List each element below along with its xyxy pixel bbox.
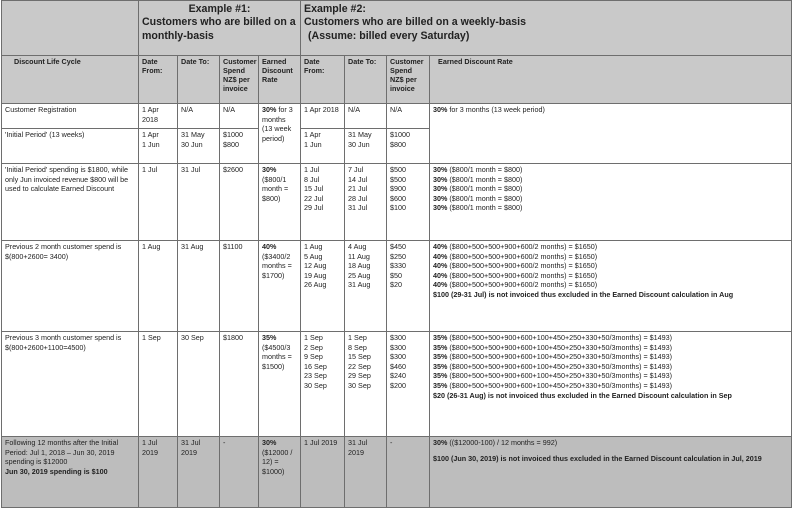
row-prev2	[2, 241, 792, 332]
initial-spend-m-from: 1 Jul	[139, 164, 178, 241]
initial-spend-m-spend: $2600	[220, 164, 259, 241]
registration-w-rate	[430, 104, 792, 164]
prev3-m-from: 1 Sep	[139, 332, 178, 437]
row-following	[2, 437, 792, 508]
registration-m-spend: N/A	[220, 104, 259, 129]
prev2-w-spend: $450 $250 $330 $50 $20	[387, 241, 430, 332]
initial-m-spend: $1000 $800	[220, 129, 259, 164]
following-label-bold: Jun 30, 2019 spending is $100	[5, 466, 108, 476]
registration-w-from: 1 Apr 2018	[301, 104, 345, 129]
initial-m-from: 1 Apr 1 Jun	[139, 129, 178, 164]
initial-spend-m-rate: 30% ($800/1 month = $800)	[259, 164, 301, 241]
initial-m-to: 31 May 30 Jun	[178, 129, 220, 164]
example2-header	[301, 1, 792, 56]
following-m-from: 1 Jul 2019	[139, 437, 178, 508]
registration-label: Customer Registration	[2, 104, 139, 129]
col-earned-rate: Earned Discount Rate	[259, 56, 301, 104]
example2-subtitle: Customers who are billed on a weekly-basis	[304, 16, 526, 29]
prev3-w-rate: 35% ($800+500+500+900+600+100+450+250+330+50/3months) = $1493) 35% ($800+500+500+900+600+100+450+250+330+50/3months) = $1493) 35% ($800+500+500+900+600+100+450+250+330+50/3months) = $1493) 35% ($800+500+500+900+600+100+450+250+330+50/3months) = $1493) 35% ($800+500+500+900+600+100+450+250+330+50/3months) = $1493) 35% ($800+500+500+900+600+100+450+250+330+50/3months) = $1493) $20 (26-31 Aug) is not invoiced thus excluded in the Earned Discount calculation in Sep	[430, 332, 792, 437]
col-w-date-to: Date To:	[345, 56, 387, 104]
prev2-note: $100 (29-31 Jul) is not invoiced thus excluded in the Earned Discount calculation in Aug	[433, 289, 734, 299]
example1-header	[139, 1, 301, 56]
registration-m-rate	[259, 104, 301, 164]
initial-spend-w-to: 7 Jul 14 Jul 21 Jul 28 Jul 31 Jul	[345, 164, 387, 241]
prev2-m-from: 1 Aug	[139, 241, 178, 332]
col-w-date-from: Date From:	[301, 56, 345, 104]
row-registration	[2, 104, 792, 129]
col-spend: Customer Spend NZ$ per invoice	[220, 56, 259, 104]
initial-label: 'Initial Period' (13 weeks)	[2, 129, 139, 164]
prev3-m-spend: $1800	[220, 332, 259, 437]
registration-w-rate-pct: 30%	[433, 105, 448, 114]
following-w-rate: 30% (($12000-100) / 12 months = 992) $100 (Jun 30, 2019) is not invoiced thus excluded in the Earned Discount calculation in Jul, 2019	[430, 437, 792, 508]
prev3-m-to: 30 Sep	[178, 332, 220, 437]
prev2-m-spend: $1100	[220, 241, 259, 332]
col-lifecycle: Discount Life Cycle	[2, 56, 139, 104]
example2-title: Example #2:	[304, 3, 366, 15]
prev2-label: Previous 2 month customer spend is $(800+2600= 3400)	[2, 241, 139, 332]
discount-table	[1, 0, 792, 508]
following-w-spend: -	[387, 437, 430, 508]
initial-spend-w-rate: 30% ($800/1 month = $800) 30% ($800/1 month = $800) 30% ($800/1 month = $800) 30% ($800/1 month = $800) 30% ($800/1 month = $800)	[430, 164, 792, 241]
initial-spend-label: 'Initial Period' spending is $1800, while only Jun invoiced revenue $800 will be used to calculate Earned Discount	[2, 164, 139, 241]
col-date-to: Date To:	[178, 56, 220, 104]
following-w-to: 31 Jul 2019	[345, 437, 387, 508]
prev2-w-to: 4 Aug 11 Aug 18 Aug 25 Aug 31 Aug	[345, 241, 387, 332]
initial-spend-w-from: 1 Jul 8 Jul 15 Jul 22 Jul 29 Jul	[301, 164, 345, 241]
initial-spend-w-spend: $500 $500 $900 $600 $100	[387, 164, 430, 241]
col-w-earned-rate: Earned Discount Rate	[430, 56, 792, 104]
corner-cell	[2, 1, 139, 56]
prev2-m-to: 31 Aug	[178, 241, 220, 332]
prev2-w-rate: 40% ($800+500+500+900+600/2 months) = $1650) 40% ($800+500+500+900+600/2 months) = $1650) 40% ($800+500+500+900+600/2 months) = $1650) 40% ($800+500+500+900+600/2 months) = $1650) 40% ($800+500+500+900+600/2 months) = $1650) $100 (29-31 Jul) is not invoiced thus excluded in the Earned Discount calculation in Aug	[430, 241, 792, 332]
prev3-w-from: 1 Sep 2 Sep 9 Sep 16 Sep 23 Sep 30 Sep	[301, 332, 345, 437]
registration-w-rate-text: for 3 months (13 week period)	[447, 105, 545, 114]
following-m-spend: -	[220, 437, 259, 508]
col-date-from: Date From:	[139, 56, 178, 104]
row-initial-spend	[2, 164, 792, 241]
example1-subtitle: Customers who are billed on a monthly-basis	[142, 16, 296, 42]
following-m-to: 31 Jul 2019	[178, 437, 220, 508]
col-w-spend: Customer Spend NZ$ per invoice	[387, 56, 430, 104]
initial-spend-m-to: 31 Jul	[178, 164, 220, 241]
initial-w-to: 31 May 30 Jun	[345, 129, 387, 164]
prev3-m-rate: 35% ($4500/3 months = $1500)	[259, 332, 301, 437]
prev2-w-from: 1 Aug 5 Aug 12 Aug 19 Aug 26 Aug	[301, 241, 345, 332]
prev3-note: $20 (26-31 Aug) is not invoiced thus excluded in the Earned Discount calculation in Sep	[433, 390, 732, 400]
prev3-w-spend: $300 $300 $300 $460 $240 $200	[387, 332, 430, 437]
registration-m-to: N/A	[178, 104, 220, 129]
following-w-from: 1 Jul 2019	[301, 437, 345, 508]
prev3-label: Previous 3 month customer spend is $(800+2600+1100=4500)	[2, 332, 139, 437]
registration-m-from: 1 Apr 2018	[139, 104, 178, 129]
initial-w-from: 1 Apr 1 Jun	[301, 129, 345, 164]
following-label: Following 12 months after the Initial Period: Jul 1, 2018 – Jun 30, 2019 spending is $12000 Jun 30, 2019 spending is $100	[2, 437, 139, 508]
prev3-w-to: 1 Sep 8 Sep 15 Sep 22 Sep 29 Sep 30 Sep	[345, 332, 387, 437]
row-prev3	[2, 332, 792, 437]
prev2-m-rate: 40% ($3400/2 months = $1700)	[259, 241, 301, 332]
following-note: $100 (Jun 30, 2019) is not invoiced thus excluded in the Earned Discount calculation in Jul, 2019	[433, 453, 762, 463]
registration-m-rate-text: for 3 months (13 week period)	[262, 105, 293, 143]
example1-title: Example #1:	[188, 3, 251, 15]
registration-m-rate-pct: 30%	[262, 105, 277, 114]
registration-w-to: N/A	[345, 104, 387, 129]
initial-w-spend: $1000 $800	[387, 129, 430, 164]
registration-w-spend: N/A	[387, 104, 430, 129]
following-m-rate: 30% ($12000 / 12) = $1000)	[259, 437, 301, 508]
example2-subtitle2: (Assume: billed every Saturday)	[308, 29, 470, 42]
